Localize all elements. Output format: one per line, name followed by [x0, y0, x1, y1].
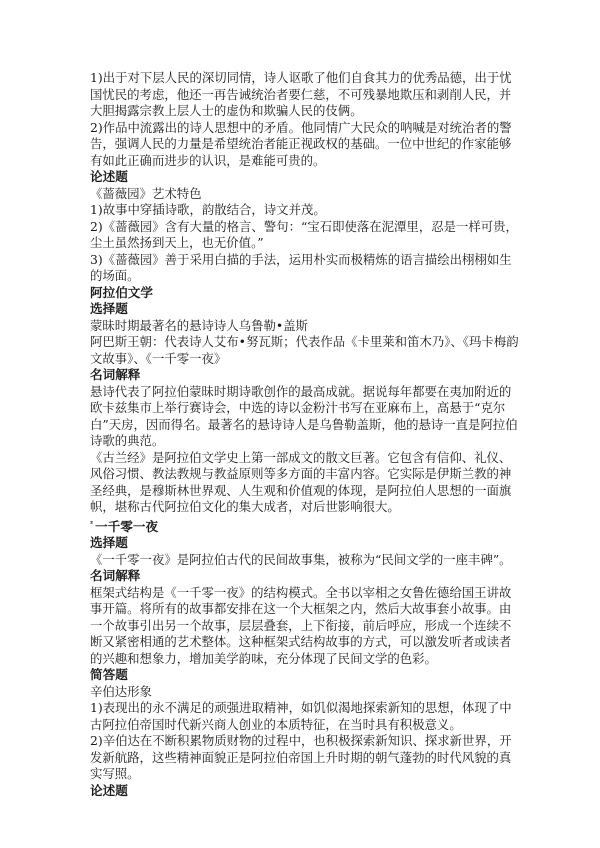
section-heading	[90, 535, 520, 552]
heading-text: 阿拉伯文学	[90, 284, 153, 300]
paragraph-text: 2)作品中流露出的诗人思想中的矛盾。他同情广大民众的呐喊是对统治者的警告，强调人民的力量是希望统治者能正视政权的基础。一位中世纪的作家能够有如此正确而进步的认识，是难能可贵的。	[90, 119, 512, 168]
paragraph-text: 2)辛伯达在不断积累物质财物的过程中，也积极探索新知识、探求新世界，开发新航路，这些精神面貌正是阿拉伯帝国上升时期的朝气蓬勃的时代风貌的真实写照。	[90, 733, 512, 782]
section-heading	[90, 516, 520, 536]
document-body	[90, 70, 520, 799]
heading-text: 名词解释	[90, 568, 141, 584]
paragraph-text: 3)《蔷薇园》善于采用白描的手法，运用朴实而极精炼的语言描绘出栩栩如生的场面。	[90, 251, 512, 283]
heading-text: 论述题	[90, 169, 128, 184]
paragraph	[90, 450, 520, 516]
paragraph-text: 蒙昧时期最著名的悬诗诗人乌鲁勒•盖斯	[90, 317, 308, 333]
paragraph-text: 《蔷薇园》艺术特色	[90, 185, 202, 201]
heading-text: 名词解释	[90, 367, 141, 382]
paragraph	[90, 186, 520, 203]
section-heading	[90, 169, 520, 186]
paragraph	[90, 70, 520, 120]
section-heading	[90, 568, 520, 585]
paragraph	[90, 552, 520, 569]
heading-text: 选择题	[90, 535, 128, 551]
paragraph-text: 1)故事中穿插诗歌，韵散结合，诗文并茂。	[90, 202, 326, 217]
paragraph-text: 悬诗代表了阿拉伯蒙昧时期诗歌创作的最高成就。据说每年都要在夷加附近的欧卡兹集市上举行赛诗会，中选的诗以金粉汁书写在亚麻布上，高悬于“克尔白”天房，因而得名。最著名的悬诗诗人是乌鲁勒盖斯，他的悬诗一直是阿拉伯诗歌的典范。	[90, 383, 518, 448]
paragraph	[90, 585, 520, 668]
paragraph-text: 阿巴斯王朝：代表诗人艾布•努瓦斯；代表作品《卡里莱和笛木乃》、《玛卡梅韵文故事》、《一千零一夜》	[90, 334, 519, 366]
paragraph-text: 2)《蔷薇园》含有大量的格言、警句：“宝石即使落在泥潭里，忍是一样可贵，尘土虽然扬到天上，也无价值。”	[90, 218, 518, 250]
section-heading	[90, 667, 520, 684]
paragraph	[90, 202, 520, 219]
paragraph	[90, 684, 520, 701]
heading-text: 选择题	[90, 301, 128, 316]
paragraph	[90, 384, 520, 450]
section-heading	[90, 285, 520, 302]
section-heading	[90, 783, 520, 800]
paragraph	[90, 219, 520, 252]
paragraph-text: 框架式结构是《一千零一夜》的结构模式。全书以宰相之女鲁佐德给国王讲故事开篇。将所有的故事都安排在这一个大框架之内，然后大故事套小故事。由一个故事引出另一个故事，层层叠套，上下衔接，前后呼应，形成一个连续不断又紧密相通的艺术整体。这种框架式结构故事的方式，可以激发听者或读者的兴趣和想象力，增加美学韵味，充分体现了民间文学的色彩。	[90, 584, 512, 666]
footnote-marker: ²	[90, 519, 94, 528]
heading-text: 论述题	[90, 782, 128, 798]
paragraph-text: 1)出于对下层人民的深切同情，诗人讴歌了他们自食其力的优秀品德，出于忧国忧民的考虑，他还一再告诫统治者要仁慈，不可残暴地欺压和剥削人民，并大胆揭露宗教上层人士的虚伪和欺骗人民的伎俩。	[90, 70, 512, 118]
section-heading	[90, 301, 520, 318]
paragraph	[90, 252, 520, 285]
section-heading	[90, 367, 520, 384]
paragraph	[90, 120, 520, 170]
document-page	[90, 70, 520, 799]
paragraph	[90, 700, 520, 733]
paragraph-text: 《一千零一夜》是阿拉伯古代的民间故事集，被称为“民间文学的一座丰碑”。	[90, 551, 512, 567]
paragraph-text: 辛伯达形象	[90, 683, 152, 699]
paragraph	[90, 334, 520, 367]
heading-text: 一千零一夜	[95, 518, 159, 534]
paragraph	[90, 318, 520, 335]
paragraph	[90, 733, 520, 783]
paragraph-text: 1)表现出的永不满足的顽强进取精神，如饥似渴地探索新知的思想，体现了中古阿拉伯帝国时代新兴商人创业的本质特征，在当时具有积极意义。	[90, 700, 512, 732]
paragraph-text: 《古兰经》是阿拉伯文学史上第一部成文的散文巨著。它包含有信仰、礼仪、风俗习惯、教法教规与教益原则等多方面的丰富内容。它实际是伊斯兰教的神圣经典，是穆斯林世界观、人生观和价值观的体现，是阿拉伯人思想的一面旗帜，堪称古代阿拉伯文化的集大成者，对后世影响很大。	[90, 449, 512, 514]
heading-text: 简答题	[90, 667, 128, 683]
